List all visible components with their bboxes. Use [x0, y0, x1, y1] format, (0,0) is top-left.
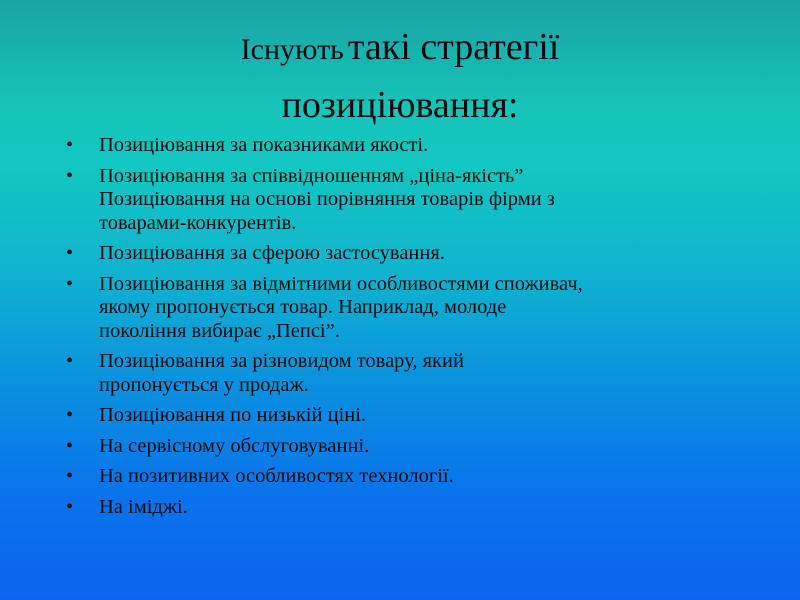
bullet-line: Позиціювання на основі порівняння товарів фірми з [99, 188, 555, 210]
bullet-line: На іміджі. [99, 495, 188, 518]
title-word-1: Існують [240, 33, 344, 66]
bullet-item [66, 435, 766, 459]
bullet-list [66, 134, 766, 526]
bullet-dot: • [66, 404, 74, 426]
bullet-dot: • [66, 434, 74, 457]
slide-title [100, 22, 700, 130]
title-word-2: такі стратегії [347, 26, 560, 68]
bullet-item [66, 465, 766, 489]
bullet-dot: • [66, 272, 74, 295]
bullet-line: Позиціювання за різновидом товару, який [99, 350, 464, 372]
bullet-text [99, 242, 766, 266]
bullet-line: Позиціювання за відмітними особливостями споживач, [99, 272, 583, 295]
title-line-1 [100, 22, 700, 80]
bullet-dot: • [66, 465, 74, 487]
bullet-item [66, 350, 766, 397]
bullet-dot: • [66, 242, 74, 264]
bullet-item [66, 404, 766, 428]
bullet-line: якому пропонується товар. Наприклад, молоде [99, 296, 507, 318]
bullet-text [99, 496, 766, 520]
bullet-line: Позиціювання за співвідношенням „ціна-якість” [99, 164, 524, 187]
bullet-text [99, 165, 766, 236]
bullet-line: На позитивних особливостях технології. [99, 465, 454, 487]
bullet-text [99, 134, 766, 158]
bullet-text [99, 404, 766, 428]
bullet-dot: • [66, 134, 74, 156]
bullet-item [66, 496, 766, 520]
bullet-dot: • [66, 495, 74, 518]
bullet-line: Позиціювання за сферою застосування. [99, 242, 445, 264]
bullet-line: покоління вибирає „Пепсі”. [99, 319, 340, 342]
bullet-dot: • [66, 350, 74, 372]
bullet-line: пропонується у продаж. [99, 373, 309, 396]
bullet-text [99, 350, 766, 397]
bullet-line: Позиціювання за показниками якості. [99, 134, 429, 156]
bullet-dot: • [66, 164, 74, 187]
title-line-2: позиціювання: [281, 84, 519, 126]
bullet-text [99, 435, 766, 459]
bullet-item [66, 242, 766, 266]
bullet-item [66, 273, 766, 344]
bullet-text [99, 273, 766, 344]
bullet-line: Позиціювання по низькій ціні. [99, 404, 367, 426]
bullet-item [66, 134, 766, 158]
bullet-text [99, 465, 766, 489]
bullet-line: На сервісному обслуговуванні. [99, 434, 370, 457]
bullet-line: товарами-конкурентів. [99, 211, 297, 234]
bullet-item [66, 165, 766, 236]
